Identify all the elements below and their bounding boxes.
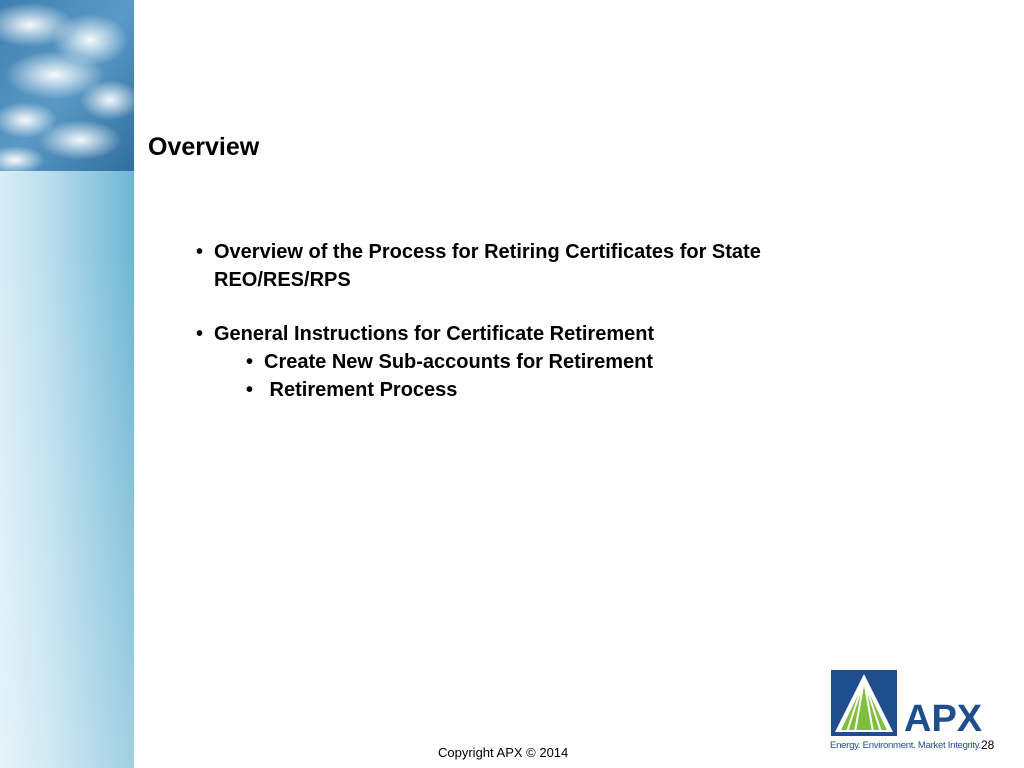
bullet-dot: • — [246, 351, 254, 373]
bullet-list — [196, 238, 816, 404]
bullet-dot: • — [196, 323, 204, 345]
apx-logo — [828, 668, 988, 758]
sub-bullet-item — [246, 376, 816, 404]
slide-title: Overview — [148, 133, 260, 161]
bullet-item — [196, 238, 816, 294]
footer-copyright: Copyright APX © 2014 — [438, 745, 569, 760]
apx-logo-mark-icon — [831, 670, 897, 736]
bullet-item — [196, 320, 816, 348]
bullet-dot: • — [196, 241, 204, 263]
bullet-text: General Instructions for Certificate Retirement — [214, 323, 655, 345]
bullet-text: Retirement Process — [264, 379, 458, 401]
sub-bullet-item — [246, 348, 816, 376]
bullet-dot: • — [246, 379, 254, 401]
apx-logo-text: APX — [904, 698, 983, 740]
apx-logo-tagline: Energy. Environment. Market Integrity. — [830, 740, 981, 751]
bullet-text: Create New Sub-accounts for Retirement — [264, 351, 653, 373]
page-number: 28 — [981, 738, 995, 752]
sky-cloud-image — [0, 0, 134, 171]
side-gradient-strip — [0, 0, 134, 768]
bullet-text: Overview of the Process for Retiring Certificates for State REO/RES/RPS — [214, 241, 761, 291]
